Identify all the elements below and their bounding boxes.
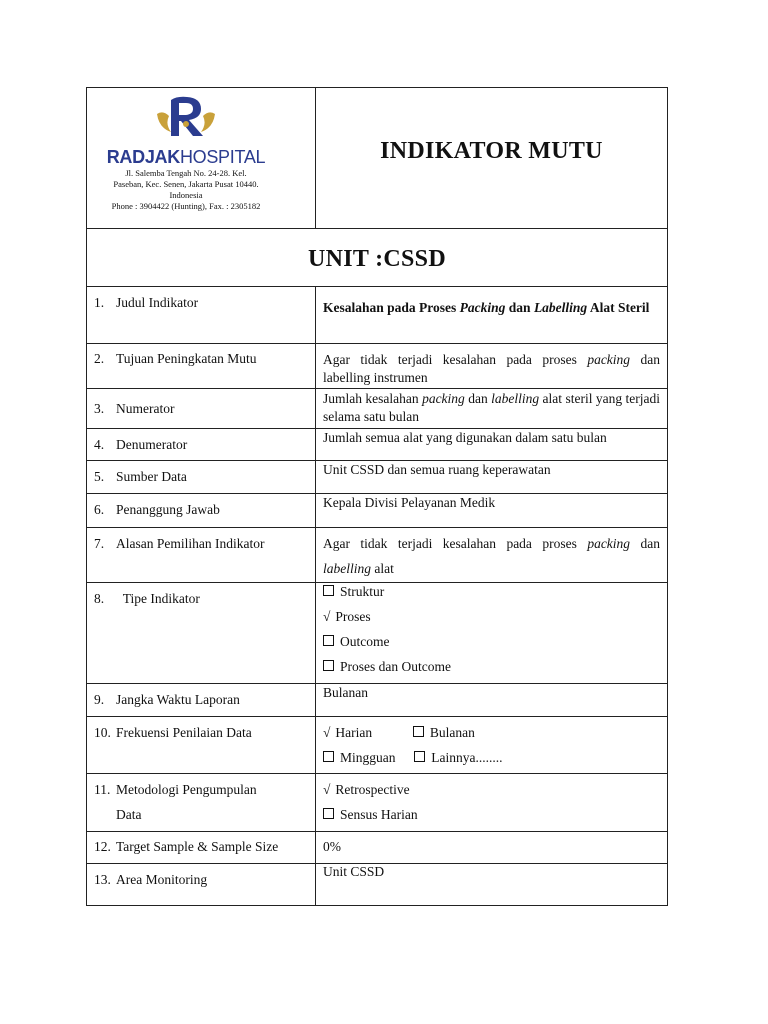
table-row xyxy=(87,528,668,583)
row-label: 11. Metodologi Pengumpulan Data xyxy=(87,774,316,832)
row-value: Bulanan xyxy=(316,684,668,717)
table-row xyxy=(87,461,668,494)
page-title: INDIKATOR MUTU xyxy=(380,138,603,164)
table-row xyxy=(87,684,668,717)
check-mark-icon: √ xyxy=(323,725,331,740)
logo-cell xyxy=(87,88,316,229)
unit-label: UNIT :CSSD xyxy=(308,246,446,272)
checkbox-empty-icon xyxy=(323,808,334,819)
row-value: Jumlah kesalahan packing dan labelling alat steril yang terjadi selama satu bulan xyxy=(316,389,668,429)
table-row xyxy=(87,583,668,684)
checkbox-empty-icon xyxy=(323,751,334,762)
option-lainnya[interactable]: Lainnya........ xyxy=(414,750,502,765)
checkbox-empty-icon xyxy=(413,726,424,737)
row-value: Kepala Divisi Pelayanan Medik xyxy=(316,494,668,528)
row-label: 13. Area Monitoring xyxy=(87,864,316,906)
row-value xyxy=(316,717,668,774)
row-label: 7. Alasan Pemilihan Indikator xyxy=(87,528,316,583)
indicator-form xyxy=(86,87,667,906)
row-value: 0% xyxy=(316,832,668,864)
row-value: Unit CSSD xyxy=(316,864,668,906)
header-row xyxy=(87,88,668,229)
row-label: 6. Penanggung Jawab xyxy=(87,494,316,528)
option-bulanan[interactable]: Bulanan xyxy=(413,725,475,740)
option-proses-dan-outcome[interactable]: Proses dan Outcome xyxy=(323,654,660,679)
row-value: Kesalahan pada Proses Packing dan Labelling Alat Steril xyxy=(316,287,668,344)
table-row xyxy=(87,344,668,389)
row-label: 10. Frekuensi Penilaian Data xyxy=(87,717,316,774)
radjak-r-emblem-icon xyxy=(151,94,221,140)
table-row xyxy=(87,832,668,864)
row-label: 4. Denumerator xyxy=(87,429,316,461)
row-value: Unit CSSD dan semua ruang keperawatan xyxy=(316,461,668,494)
row-value: Agar tidak terjadi kesalahan pada proses packing dan labelling alat xyxy=(316,528,668,583)
unit-cell xyxy=(87,229,668,287)
checkbox-empty-icon xyxy=(414,751,425,762)
hospital-address: Jl. Salemba Tengah No. 24-28. Kel. Paseban, Kec. Senen, Jakarta Pusat 10440. Indonesia Phone : 3904422 (Hunting), Fax. : 2305182 xyxy=(111,168,261,211)
option-mingguan[interactable]: Mingguan xyxy=(323,750,396,765)
row-label: 1. Judul Indikator xyxy=(87,287,316,344)
indicator-table xyxy=(86,87,668,906)
option-sensus-harian[interactable]: Sensus Harian xyxy=(323,802,660,827)
option-outcome[interactable]: Outcome xyxy=(323,629,660,654)
option-proses[interactable]: √ Proses xyxy=(323,609,371,624)
checkbox-empty-icon xyxy=(323,585,334,596)
row-value: Agar tidak terjadi kesalahan pada proses packing dan labelling instrumen xyxy=(316,344,668,389)
table-row xyxy=(87,494,668,528)
table-row xyxy=(87,864,668,906)
checkbox-empty-icon xyxy=(323,660,334,671)
row-label: 5. Sumber Data xyxy=(87,461,316,494)
row-label: 2. Tujuan Peningkatan Mutu xyxy=(87,344,316,389)
hospital-logo xyxy=(97,94,275,212)
table-row xyxy=(87,287,668,344)
table-row xyxy=(87,389,668,429)
check-mark-icon: √ xyxy=(323,782,331,797)
table-row xyxy=(87,717,668,774)
row-label: 12. Target Sample & Sample Size xyxy=(87,832,316,864)
unit-row xyxy=(87,229,668,287)
option-harian[interactable]: √ Harian xyxy=(323,725,373,740)
checkbox-empty-icon xyxy=(323,635,334,646)
row-label: 9. Jangka Waktu Laporan xyxy=(87,684,316,717)
option-retrospective[interactable]: √ Retrospective xyxy=(323,782,410,797)
row-label: 8. Tipe Indikator xyxy=(87,583,316,684)
hospital-brand-name: RADJAKHOSPITAL xyxy=(106,147,266,167)
row-value xyxy=(316,774,668,832)
table-row xyxy=(87,429,668,461)
row-label: 3. Numerator xyxy=(87,389,316,429)
row-value xyxy=(316,583,668,684)
table-row xyxy=(87,774,668,832)
title-cell xyxy=(316,88,668,229)
row-value: Jumlah semua alat yang digunakan dalam satu bulan xyxy=(316,429,668,461)
check-mark-icon: √ xyxy=(323,609,331,624)
option-struktur[interactable]: Struktur xyxy=(323,579,660,604)
